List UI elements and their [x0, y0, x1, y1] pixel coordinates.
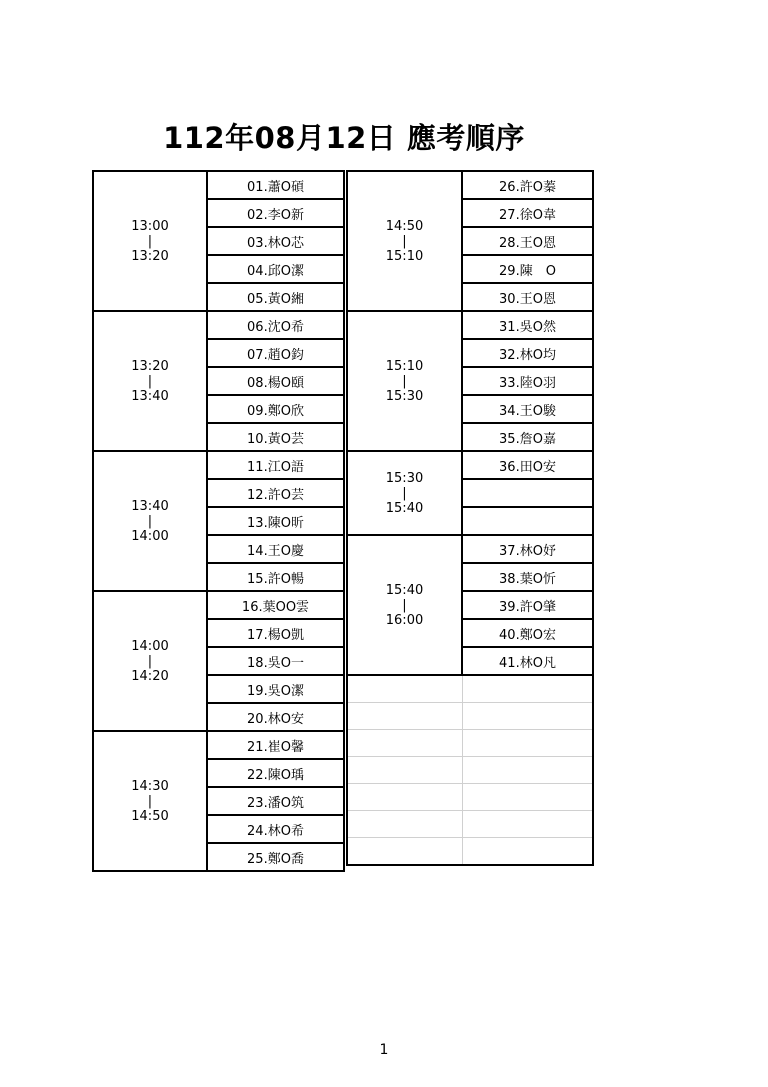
empty-cell: [347, 784, 462, 811]
table-row: [93, 591, 344, 619]
candidate-name: 01.蕭O碩: [207, 171, 344, 199]
candidate-name: 11.江O語: [207, 451, 344, 479]
candidate-name: 06.沈O希: [207, 311, 344, 339]
candidate-name: 25.鄭O喬: [207, 843, 344, 871]
time-end: 16:00: [385, 612, 424, 628]
candidate-name: 09.鄭O欣: [207, 395, 344, 423]
schedule-table-left: [92, 170, 345, 872]
page-number: 1: [379, 1042, 389, 1058]
candidate-name: 08.楊O頤: [207, 367, 344, 395]
empty-cell: [462, 675, 593, 703]
time-start: 13:00: [131, 218, 169, 234]
time-slot: [347, 451, 462, 535]
time-end: 13:40: [131, 388, 169, 404]
empty-row: [347, 675, 593, 703]
candidate-name: 10.黃O芸: [207, 423, 344, 451]
candidate-name: [462, 507, 593, 535]
time-start: 14:30: [131, 778, 169, 794]
schedule-table-right: [346, 170, 594, 866]
candidate-name: 15.許O暢: [207, 563, 344, 591]
table-row: [347, 171, 593, 199]
empty-cell: [462, 838, 593, 866]
time-sep: |: [147, 513, 153, 529]
time-slot: [93, 451, 207, 591]
time-start: 15:30: [385, 470, 424, 486]
time-slot: [93, 311, 207, 451]
candidate-name: 27.徐O韋: [462, 199, 593, 227]
candidate-name: 35.詹O嘉: [462, 423, 593, 451]
time-start: 13:20: [131, 358, 169, 374]
time-sep: |: [147, 793, 153, 809]
candidate-name: 41.林O凡: [462, 647, 593, 675]
candidate-name: 13.陳O昕: [207, 507, 344, 535]
empty-cell: [462, 784, 593, 811]
time-end: 14:00: [131, 528, 169, 544]
time-sep: |: [147, 373, 153, 389]
time-start: 13:40: [131, 498, 169, 514]
candidate-name: 38.葉O忻: [462, 563, 593, 591]
table-row: [93, 451, 344, 479]
empty-cell: [347, 730, 462, 757]
empty-cell: [347, 757, 462, 784]
time-slot: [93, 731, 207, 871]
candidate-name: 16.葉OO雲: [207, 591, 344, 619]
time-slot: [347, 311, 462, 451]
table-row: [93, 311, 344, 339]
time-sep: |: [402, 373, 407, 389]
time-sep: |: [402, 485, 407, 501]
time-end: 15:10: [385, 248, 424, 264]
time-slot: [347, 171, 462, 311]
candidate-name: 29.陳 O: [462, 255, 593, 283]
time-end: 15:40: [385, 500, 424, 516]
time-slot: [93, 591, 207, 731]
candidate-name: 24.林O希: [207, 815, 344, 843]
candidate-name: 36.田O安: [462, 451, 593, 479]
table-row: [347, 535, 593, 563]
candidate-name: 22.陳O瑀: [207, 759, 344, 787]
candidate-name: 39.許O肇: [462, 591, 593, 619]
empty-cell: [462, 757, 593, 784]
time-slot: [93, 171, 207, 311]
table-row: [347, 311, 593, 339]
candidate-name: 23.潘O筑: [207, 787, 344, 815]
candidate-name: 02.李O新: [207, 199, 344, 227]
candidate-name: 18.吳O一: [207, 647, 344, 675]
table-row: [93, 731, 344, 759]
candidate-name: 31.吳O然: [462, 311, 593, 339]
candidate-name: 20.林O安: [207, 703, 344, 731]
candidate-name: 14.王O慶: [207, 535, 344, 563]
candidate-name: 21.崔O馨: [207, 731, 344, 759]
time-start: 15:40: [385, 582, 424, 598]
empty-cell: [462, 730, 593, 757]
empty-cell: [347, 838, 462, 866]
table-row: [93, 171, 344, 199]
candidate-name: 12.許O芸: [207, 479, 344, 507]
table-row: [347, 451, 593, 479]
time-start: 14:50: [385, 218, 424, 234]
candidate-name: 32.林O均: [462, 339, 593, 367]
time-sep: |: [147, 233, 153, 249]
empty-cell: [347, 675, 462, 703]
candidate-name: 17.楊O凱: [207, 619, 344, 647]
candidate-name: 07.趙O鈞: [207, 339, 344, 367]
time-start: 14:00: [131, 638, 169, 654]
time-end: 14:20: [131, 668, 169, 684]
empty-cell: [462, 703, 593, 730]
candidate-name: 28.王O恩: [462, 227, 593, 255]
empty-row: [347, 838, 593, 866]
time-slot: [347, 535, 462, 675]
candidate-name: 37.林O妤: [462, 535, 593, 563]
empty-row: [347, 811, 593, 838]
candidate-name: 40.鄭O宏: [462, 619, 593, 647]
empty-row: [347, 730, 593, 757]
candidate-name: 05.黃O緗: [207, 283, 344, 311]
candidate-name: [462, 479, 593, 507]
empty-row: [347, 784, 593, 811]
candidate-name: 26.許O蓁: [462, 171, 593, 199]
time-end: 13:20: [131, 248, 169, 264]
empty-row: [347, 757, 593, 784]
candidate-name: 30.王O恩: [462, 283, 593, 311]
time-end: 15:30: [385, 388, 424, 404]
time-sep: |: [402, 233, 407, 249]
empty-cell: [347, 811, 462, 838]
candidate-name: 33.陸O羽: [462, 367, 593, 395]
empty-cell: [462, 811, 593, 838]
time-end: 14:50: [131, 808, 169, 824]
time-sep: |: [402, 597, 407, 613]
candidate-name: 19.吳O潔: [207, 675, 344, 703]
time-start: 15:10: [385, 358, 424, 374]
candidate-name: 34.王O駿: [462, 395, 593, 423]
time-sep: |: [147, 653, 153, 669]
empty-cell: [347, 703, 462, 730]
empty-row: [347, 703, 593, 730]
candidate-name: 04.邱O潔: [207, 255, 344, 283]
page-title: 112年08月12日 應考順序: [163, 121, 525, 155]
candidate-name: 03.林O芯: [207, 227, 344, 255]
